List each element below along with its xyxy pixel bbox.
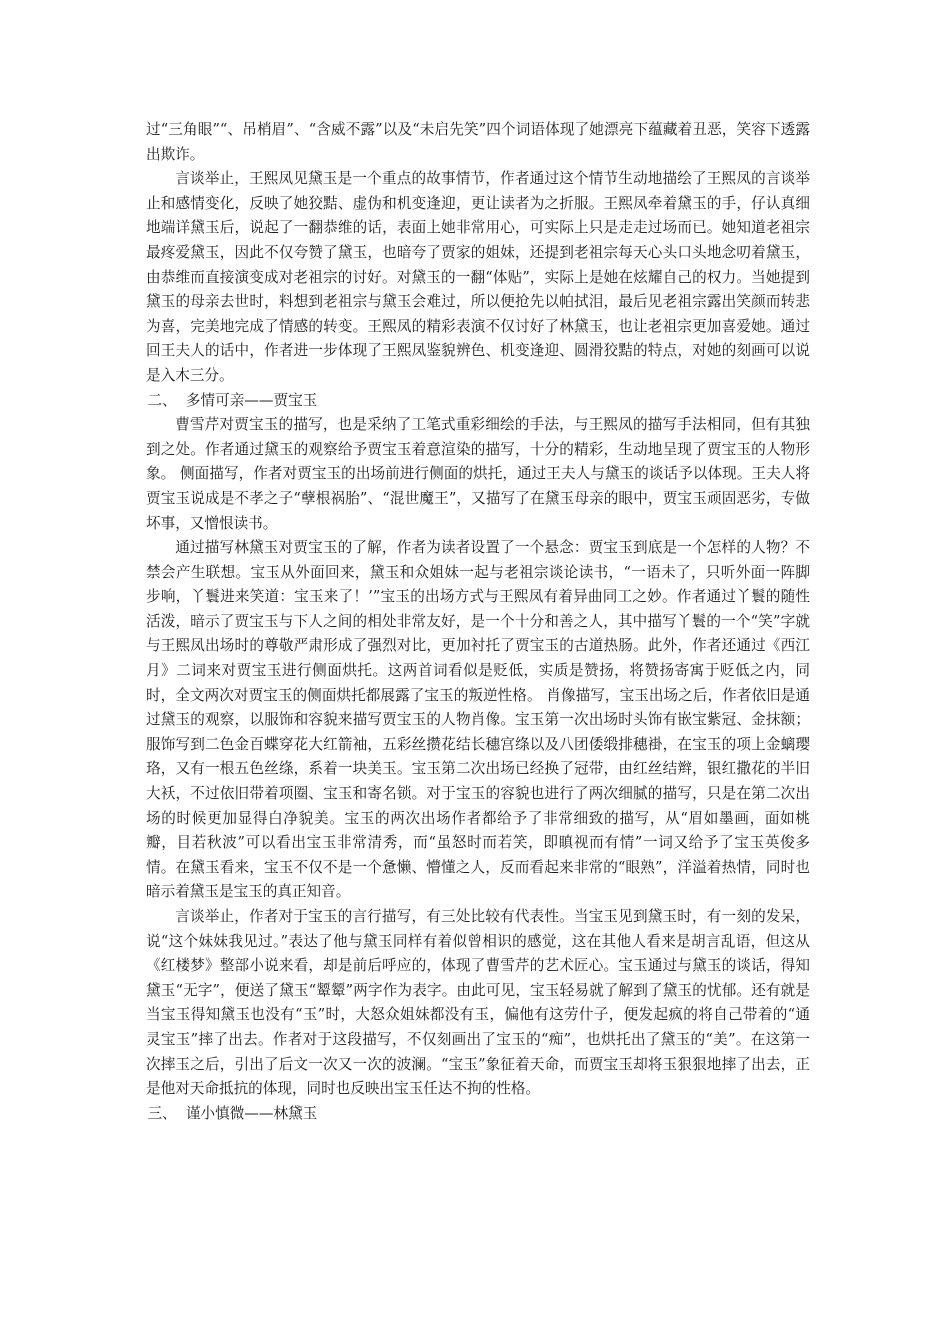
paragraph-baoyu-speech: 言谈举止，作者对于宝玉的言行描写，有三处比较有代表性。当宝玉见到黛玉时，有一刻的发呆，说“这个妹妹我见过。”表达了他与黛玉同样有着似曾相识的感觉，这在其他人看来是胡言乱语，但这从《红楼梦》整部小说来看，却是前后呼应的，体现了曹雪芹的艺术匠心。宝玉通过与黛玉的谈话，得知黛玉“无字”，便送了黛玉“颦颦”两字作为表字。由此可见，宝玉轻易就了解到了黛玉的忧郁。还有就是当宝玉得知黛玉也没有“玉”时，大怒众姐妹都没有玉，偏他有这劳什子，便发起疯的将自己带着的“通灵宝玉”摔了出去。作者对于这段描写，不仅刻画出了宝玉的“痴”，也烘托出了黛玉的“美”。在这第一次摔玉之后，引出了后文一次又一次的波澜。“宝玉”象征着天命，而贾宝玉却将玉狠狠地摔了出去，正是他对天命抵抗的体现，同时也反映出宝玉任达不拘的性格。 bbox=[146, 908, 810, 1098]
document-page bbox=[146, 118, 810, 1126]
paragraph-wang-xifeng-speech: 言谈举止，王熙凤见黛玉是一个重点的故事情节，作者通过这个情节生动地描绘了王熙凤的言谈举止和感情变化，反映了她狡黠、虚伪和机变逢迎，更让读者为之折服。王熙凤牵着黛玉的手，仔认真细地端详黛玉后，说起了一翻恭维的话，表面上她非常用心，可实际上只是走走过场而已。她知道老祖宗最疼爱黛玉，因此不仅夸赞了黛玉，也暗夸了贾家的姐妹，还提到老祖宗每天心头口头地念叨着黛玉，由恭维而直接演变成对老祖宗的讨好。对黛玉的一翻“体贴”，实际上是她在炫耀自己的权力。当她提到黛玉的母亲去世时，料想到老祖宗与黛玉会难过，所以便抢先以帕拭泪，最后见老祖宗露出笑颜而转悲为喜，完美地完成了情感的转变。王熙凤的精彩表演不仅讨好了林黛玉，也让老祖宗更加喜爱她。通过回王夫人的话中，作者进一步体现了王熙凤鉴貌辨色、机变逢迎、圆滑狡黠的特点，对她的刻画可以说是入木三分。 bbox=[146, 170, 810, 384]
section-heading-jia-baoyu: 二、 多情可亲——贾宝玉 bbox=[147, 391, 318, 409]
section-heading-lin-daiyu: 三、 谨小慎微——林黛玉 bbox=[147, 1104, 318, 1122]
paragraph-continuation: 过“三角眼”“、吊梢眉”、“含威不露”以及“未启先笑”四个词语体现了她漂亮下蕴藏着丑恶，笑容下透露出欺诈。 bbox=[146, 121, 810, 163]
paragraph-baoyu-intro: 曹雪芹对贾宝玉的描写，也是采纳了工笔式重彩细绘的手法，与王熙凤的描写手法相同，但有其独到之处。作者通过黛玉的观察给予贾宝玉着意渲染的描写，十分的精彩，生动地呈现了贾宝玉的人物形象。 侧面描写，作者对贾宝玉的出场前进行侧面的烘托，通过王夫人与黛玉的谈话予以体现。王夫人将贾宝玉说成是不孝之子“孽根祸胎”、“混世魔王”，又描写了在黛玉母亲的眼中，贾宝玉顽固恶劣，专做坏事，又憎恨读书。 bbox=[146, 416, 810, 532]
paragraph-baoyu-appearance: 通过描写林黛玉对贾宝玉的了解，作者为读者设置了一个悬念：贾宝玉到底是一个怎样的人物？不禁会产生联想。宝玉从外面回来，黛玉和众姐妹一起与老祖宗谈论读书，“一语未了，只听外面一阵脚步响，丫鬟进来笑道：宝玉来了！’”宝玉的出场方式与王熙凤有着异曲同工之妙。作者通过丫鬟的随性活泼，暗示了贾宝玉与下人之间的相处非常友好，是一个十分和善之人，其中描写丫鬟的一个“笑”字就与王熙凤出场时的尊敬严肃形成了强烈对比，更加衬托了贾宝玉的古道热肠。此外，作者还通过《西江月》二词来对贾宝玉进行侧面烘托。这两首词看似是贬低，实质是赞扬，将赞扬寄寓于贬低之内，同时，全文两次对贾宝玉的侧面烘托都展露了宝玉的叛逆性格。 肖像描写，宝玉出场之后，作者依旧是通过黛玉的观察，以服饰和容貌来描写贾宝玉的人物肖像。宝玉第一次出场时头饰有嵌宝紫冠、金抹额；服饰写到二色金百蝶穿花大红箭袖，五彩丝攒花结长穗宫绦以及八团倭缎排穗褂，在宝玉的项上金螭璎珞，又有一根五色丝绦，系着一块美玉。宝玉第二次出场已经换了冠带，由红丝结辫，银红撒花的半旧大袄，不过依旧带着项圈、宝玉和寄名锁。对于宝玉的容貌也进行了两次细腻的描写，只是在第二次出场的时候更加显得白净貌美。宝玉的两次出场作者都给予了非常细致的描写，从“眉如墨画，面如桃瓣，目若秋波”可以看出宝玉非常清秀，而“虽怒时而若笑，即瞋视而有情”一词又给予了宝玉英俊多情。在黛玉看来，宝玉不仅不是一个惫懒、懵懂之人，反而看起来非常的“眼熟”，洋溢着热情，同时也暗示着黛玉是宝玉的真正知音。 bbox=[146, 539, 810, 901]
